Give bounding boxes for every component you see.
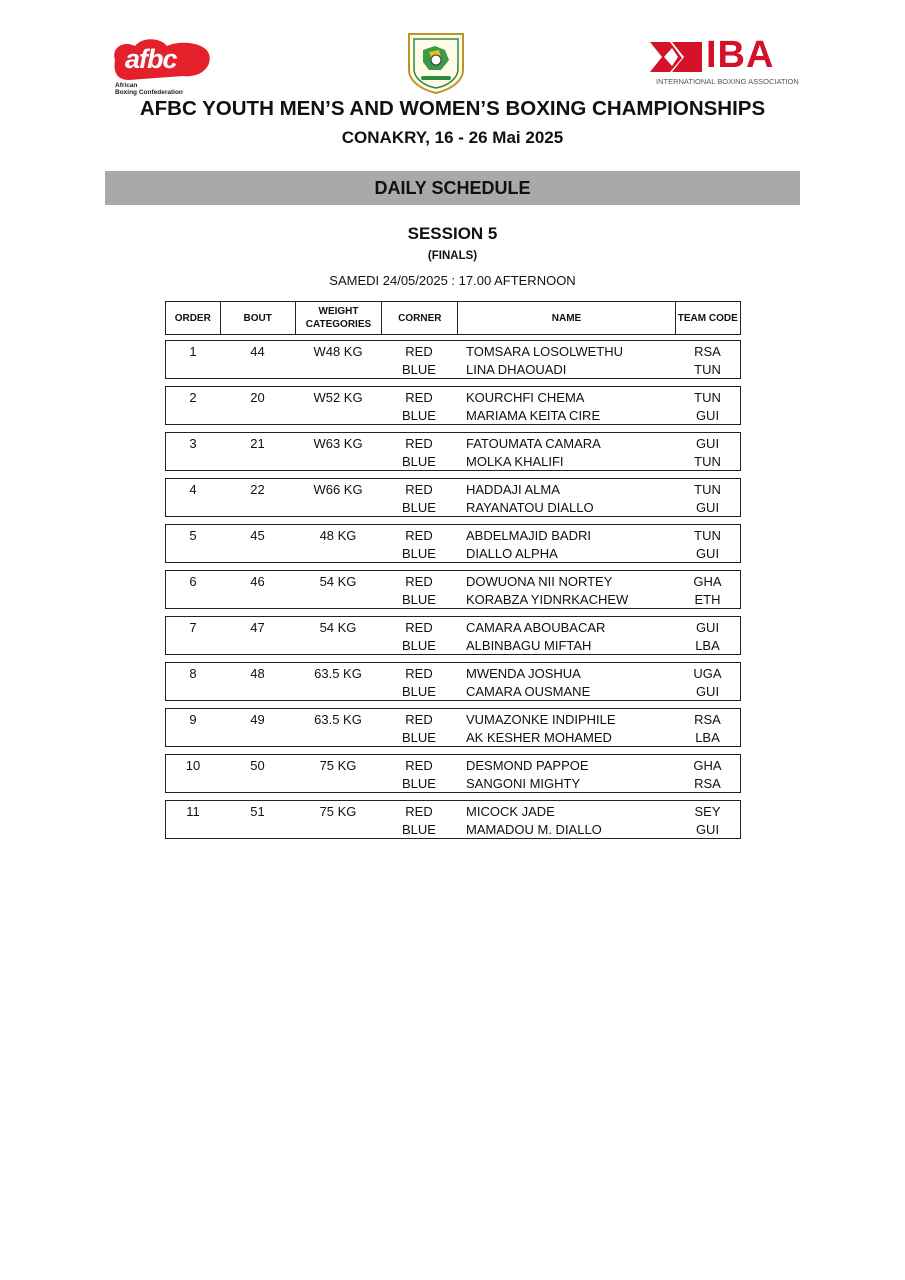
red-team-code: TUN <box>694 528 721 543</box>
red-corner-label: RED <box>405 482 433 497</box>
red-team-code: RSA <box>694 712 721 727</box>
iba-mark-icon <box>648 40 704 74</box>
blue-team-code: GUI <box>695 500 720 515</box>
blue-corner-label: BLUE <box>402 546 436 561</box>
bout-row <box>165 754 741 793</box>
blue-corner-label: BLUE <box>402 776 436 791</box>
bout-row <box>165 340 741 379</box>
bout-order: 5 <box>189 528 197 543</box>
blue-boxer-name: MARIAMA KEITA CIRE <box>466 408 601 423</box>
blue-corner-label: BLUE <box>402 362 436 377</box>
blue-team-code: GUI <box>695 408 720 423</box>
bout-row <box>165 478 741 517</box>
red-corner-label: RED <box>405 712 433 727</box>
weight-category: 63.5 KG <box>314 712 362 727</box>
blue-team-code: LBA <box>695 638 720 653</box>
daily-schedule-banner: DAILY SCHEDULE <box>105 171 800 205</box>
blue-team-code: GUI <box>695 546 720 561</box>
red-team-code: GUI <box>695 620 720 635</box>
blue-boxer-name: DIALLO ALPHA <box>466 546 558 561</box>
bout-order: 8 <box>189 666 197 681</box>
column-header-weight: WEIGHT CATEGORIES <box>296 302 382 334</box>
bout-number: 45 <box>250 528 265 543</box>
table-header <box>165 301 741 335</box>
event-location-dates: CONAKRY, 16 - 26 Mai 2025 <box>341 128 564 147</box>
blue-corner-label: BLUE <box>402 638 436 653</box>
blue-corner-label: BLUE <box>402 408 436 423</box>
blue-corner-label: BLUE <box>402 592 436 607</box>
column-header-bout: BOUT <box>221 302 296 334</box>
red-corner-label: RED <box>405 666 433 681</box>
blue-boxer-name: KORABZA YIDNRKACHEW <box>466 592 629 607</box>
blue-team-code: GUI <box>695 822 720 837</box>
red-team-code: GHA <box>693 574 722 589</box>
bout-row <box>165 432 741 471</box>
red-team-code: GHA <box>693 758 722 773</box>
afbc-subtitle: African Boxing Confederation <box>115 82 183 96</box>
red-boxer-name: KOURCHFI CHEMA <box>466 390 585 405</box>
iba-subtitle: INTERNATIONAL BOXING ASSOCIATION <box>656 77 799 86</box>
red-corner-label: RED <box>405 528 433 543</box>
red-boxer-name: ABDELMAJID BADRI <box>466 528 591 543</box>
red-boxer-name: MWENDA JOSHUA <box>466 666 581 681</box>
blue-boxer-name: LINA DHAOUADI <box>466 362 567 377</box>
blue-corner-label: BLUE <box>402 500 436 515</box>
blue-team-code: ETH <box>694 592 721 607</box>
red-corner-label: RED <box>405 436 433 451</box>
bout-order: 9 <box>189 712 197 727</box>
red-team-code: UGA <box>693 666 722 681</box>
column-header-name: NAME <box>458 302 675 334</box>
red-corner-label: RED <box>405 390 433 405</box>
red-boxer-name: VUMAZONKE INDIPHILE <box>466 712 616 727</box>
bout-row <box>165 662 741 701</box>
bout-row <box>165 524 741 563</box>
red-boxer-name: DOWUONA NII NORTEY <box>466 574 613 589</box>
bout-number: 47 <box>250 620 265 635</box>
blue-team-code: TUN <box>694 454 721 469</box>
weight-category: 54 KG <box>319 620 357 635</box>
bout-number: 51 <box>250 804 265 819</box>
red-team-code: SEY <box>694 804 721 819</box>
weight-category: W48 KG <box>313 344 363 359</box>
blue-corner-label: BLUE <box>402 822 436 837</box>
blue-team-code: LBA <box>695 730 720 745</box>
bout-order: 2 <box>189 390 197 405</box>
iba-wordmark: IBA <box>706 34 775 76</box>
blue-team-code: TUN <box>694 362 721 377</box>
red-boxer-name: MICOCK JADE <box>466 804 555 819</box>
bout-row <box>165 708 741 747</box>
column-header-team-code: TEAM CODE <box>677 312 738 324</box>
bout-number: 50 <box>250 758 265 773</box>
iba-logo <box>648 34 799 92</box>
afbc-logo <box>105 34 215 98</box>
red-boxer-name: FATOUMATA CAMARA <box>466 436 601 451</box>
red-corner-label: RED <box>405 344 433 359</box>
red-boxer-name: DESMOND PAPPOE <box>466 758 589 773</box>
session-datetime: SAMEDI 24/05/2025 : 17.00 AFTERNOON <box>329 273 576 288</box>
event-title: AFBC YOUTH MEN’S AND WOMEN’S BOXING CHAMPIONSHIPS <box>139 97 766 120</box>
bout-order: 11 <box>186 804 200 819</box>
bout-number: 48 <box>250 666 265 681</box>
weight-category: 75 KG <box>319 758 357 773</box>
red-team-code: GUI <box>695 436 720 451</box>
weight-category: W66 KG <box>313 482 363 497</box>
blue-corner-label: BLUE <box>402 730 436 745</box>
guinea-boxing-federation-emblem-icon <box>405 30 467 94</box>
bout-row <box>165 616 741 655</box>
bout-order: 4 <box>189 482 197 497</box>
column-header-order: ORDER <box>166 302 221 334</box>
weight-category: W63 KG <box>313 436 363 451</box>
bout-number: 21 <box>250 436 265 451</box>
blue-boxer-name: MAMADOU M. DIALLO <box>466 822 602 837</box>
weight-category: W52 KG <box>313 390 363 405</box>
weight-category: 75 KG <box>319 804 357 819</box>
red-team-code: TUN <box>694 482 721 497</box>
weight-category: 63.5 KG <box>314 666 362 681</box>
blue-team-code: GUI <box>695 684 720 699</box>
red-team-code: TUN <box>694 390 721 405</box>
red-boxer-name: CAMARA ABOUBACAR <box>466 620 606 635</box>
red-boxer-name: HADDAJI ALMA <box>466 482 560 497</box>
blue-boxer-name: CAMARA OUSMANE <box>466 684 591 699</box>
bout-order: 3 <box>189 436 197 451</box>
session-title: SESSION 5 <box>407 224 498 243</box>
red-corner-label: RED <box>405 804 433 819</box>
bout-row <box>165 800 741 839</box>
blue-boxer-name: SANGONI MIGHTY <box>466 776 581 791</box>
bout-order: 7 <box>189 620 197 635</box>
bout-number: 22 <box>250 482 265 497</box>
blue-boxer-name: ALBINBAGU MIFTAH <box>466 638 592 653</box>
bout-order: 1 <box>189 344 197 359</box>
weight-category: 54 KG <box>319 574 357 589</box>
red-corner-label: RED <box>405 620 433 635</box>
blue-team-code: RSA <box>694 776 721 791</box>
red-corner-label: RED <box>405 574 433 589</box>
bout-number: 20 <box>250 390 265 405</box>
bout-row <box>165 570 741 609</box>
weight-category: 48 KG <box>319 528 357 543</box>
federation-logo <box>405 30 467 94</box>
bout-number: 44 <box>250 344 265 359</box>
bout-number: 46 <box>250 574 265 589</box>
blue-boxer-name: MOLKA KHALIFI <box>466 454 564 469</box>
red-boxer-name: TOMSARA LOSOLWETHU <box>466 344 623 359</box>
afbc-wordmark: afbc <box>125 44 177 74</box>
red-corner-label: RED <box>405 758 433 773</box>
red-team-code: RSA <box>694 344 721 359</box>
blue-corner-label: BLUE <box>402 454 436 469</box>
column-header-corner: CORNER <box>382 302 458 334</box>
bout-number: 49 <box>250 712 265 727</box>
bout-row <box>165 386 741 425</box>
bout-order: 6 <box>189 574 197 589</box>
session-stage: (FINALS) <box>427 250 478 262</box>
blue-boxer-name: AK KESHER MOHAMED <box>466 730 612 745</box>
blue-boxer-name: RAYANATOU DIALLO <box>466 500 594 515</box>
bout-order: 10 <box>185 758 201 773</box>
blue-corner-label: BLUE <box>402 684 436 699</box>
